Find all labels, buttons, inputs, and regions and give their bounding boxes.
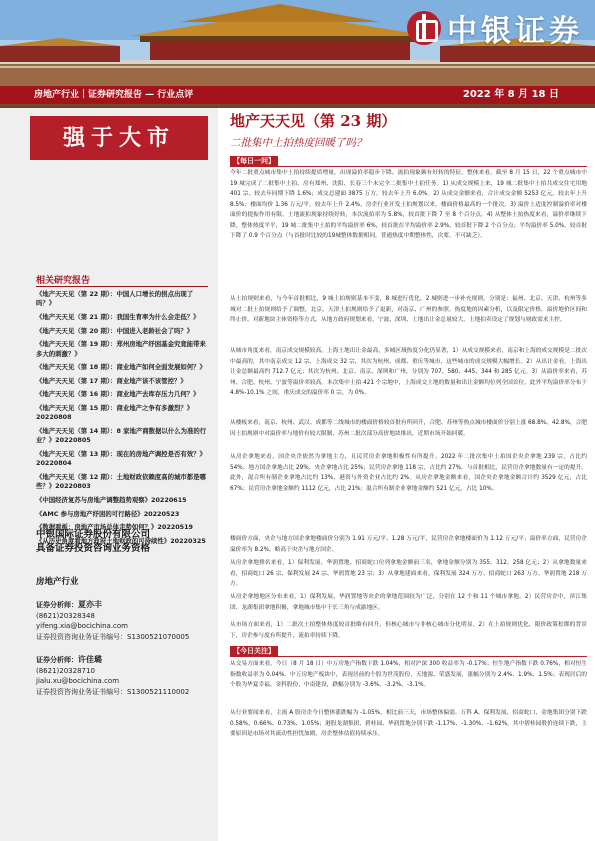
paragraph: 从楼板来看，南京、杭州、武汉、成都等二线城市的楼面价格较首批有所回升，合肥、苏州等热点城市楼面价分别上涨 68.8%、42.8%，合肥因土拍规则中对溢价率与地价有较大限制、苏州二批次部分高价地块推出，近期市场开始回暖。	[230, 420, 587, 437]
analyst-label: 证券分析师：	[36, 656, 78, 664]
related-report-item[interactable]: 《地产天天见（第 22 期）：中国人口增长的拐点出现了吗？》	[36, 290, 194, 308]
related-report-item[interactable]: 《地产天天见（第 15 期）：商业地产之争有多激烈？》20220808	[36, 403, 194, 422]
related-report-item[interactable]: 《地产天天见（第 19 期）：郑州房地产纾困基金究竟能带来多大的刺激？》	[36, 340, 206, 358]
related-report-item[interactable]: 《地产天天见（第 13 期）：现在的房地产调控是否有效？》20220804	[36, 449, 206, 468]
sidebar	[0, 108, 218, 841]
related-report-item[interactable]: 《地产天天见（第 16 期）：商业地产去库存压力几何？》	[36, 390, 200, 399]
analyst-name: 许佳璐	[78, 655, 102, 664]
related-report-item[interactable]: 《AMC 参与房地产纾困的可行路径》20220523	[36, 509, 180, 518]
analyst-cert: S1300521110002	[127, 687, 190, 696]
header-bar	[0, 86, 595, 104]
related-report-item[interactable]: 《数据看板：房地产市场总体走势如何？》20220519	[36, 523, 193, 532]
report-subtitle: 二批集中土拍热度回暖了吗？	[230, 137, 367, 149]
paragraph: 从市场方面来看，1）二批次土拍整体热度较首批略有回升，但核心城市与非核心城市分化明显。2）在土拍规则优化、限价政策松绑的背景下，房企参与度有所提升，流拍率持续下降。	[230, 622, 587, 639]
paragraph: 从房企拿地地区分布来看，1）保利发展、华润置地等央企的拿地范围较为广泛，分别在 12 个和 11 个城市拿地。2）民营房企中，滨江集团、龙湖集团拿地积极，拿地城市集中于长三角与成渝地区。	[230, 594, 587, 611]
section-divider	[230, 166, 587, 167]
related-report-item[interactable]: 《中国经济复苏与房地产调整趋势观察》20220615	[36, 495, 187, 504]
section-divider	[230, 656, 587, 657]
brand	[407, 6, 583, 50]
related-reports-list	[36, 290, 208, 550]
report-date: 2022 年 8 月 18 日	[462, 89, 559, 100]
paragraph: 从房企拿地排名来看，1）保利发展、华润置地、招商蛇口位列拿地金额前三名，拿地金额分别为 355、312、258 亿元；2）从拿地数量来看，招商蛇口 26 宗、保利发展 24 宗、华润置地 23 宗；3）从拿地建面来看，保利发展 324 万方、招商蛇口 263 万方、华润置地 218 万方。	[230, 560, 587, 587]
analyst-card	[36, 600, 208, 642]
analyst-cert-label: 证券投资咨询业务证书编号：	[36, 632, 127, 641]
analyst-card	[36, 655, 208, 697]
analyst-label: 证券分析师：	[36, 601, 78, 609]
related-report-item[interactable]: 《地产天天见（第 14 期）：8 家地产商数据以什么为准的行业？》20220805	[36, 426, 207, 445]
related-report-item[interactable]: 《地产天天见（第 21 期）：我国生育率为什么会走低？》	[36, 313, 200, 321]
analyst-cert: S1300521070005	[127, 632, 190, 641]
analyst-phone: (8621)20328710	[36, 666, 95, 675]
analyst-cert-label: 证券投资咨询业务证书编号：	[36, 687, 127, 696]
paragraph: 从房企拿地来看，国企央企依然为拿地主力，且民营房企拿地积极性有所提升。2022 年二批次集中土拍国企央企拿地 239 宗，占比约 54%；地方国企拿地占比 29%、央企拿地占比 25%；民营房企拿地 118 宗，占比约 27%。与首批相比，民营房企拿地数量有一定的提升。此外，混合所有制企业拿地占比约 13%，港资与外资企业占比约 2%。从房企拿地金额来看，国企央企拿地金额合计约 3529 亿元，占比 67%；民营房企拿地金额约 1112 亿元，占比 21%；混合所有制企业拿地金额约 521 亿元，占比 10%。	[230, 454, 587, 492]
bank-of-china-logo-icon	[407, 11, 441, 45]
brand-name: 中银证券	[447, 14, 583, 49]
paragraph: 从行业要闻来看，主流 A 股房企今日整体涨跌幅为 -1.05%，相比前三天，市场整体偏弱。万科 A、保利发展、招商蛇口、金地集团分别下跌 0.58%、0.66%、0.73%、1.05%；港股龙湖集团、碧桂园、华润置地分别下跌 -1.17%、-1.30%、-1.62%，其中碧桂园股价连续下跌，主要原因是市场对其流动性担忧加剧，房企整体估值持续承压。	[230, 710, 587, 737]
related-report-item[interactable]: 《地产天天见（第 12 期）：土地财政依赖度高的城市都是哪些？》20220803	[36, 472, 206, 491]
related-report-item[interactable]: 《地产天天见（第 17 期）：商业地产该不该管控？》	[36, 376, 187, 385]
paragraph: 从土拍规则来看，与今年首批相比，9 城土拍规则基本不变，8 城进行优化，2 城则进一步补充规则，分别是：福州、北京、天津、杭州等多城对二批土拍规则给予了调整，北京、天津土拍规则给予了更新，对南京、广州的参照。热度地的因素分析，以及限定价格，溢价地价区间和终止价、对新地块主体资格等方式。从地方政府规划来看，宁波、深圳、土地出让金总量较大，土地拍卖设定了规划与财政需求主控。	[230, 296, 587, 323]
related-report-item[interactable]: 《地产天天见（第 20 期）：中国进入老龄社会了吗？》	[36, 326, 194, 335]
company-info	[36, 528, 208, 556]
report-category: 房地产行业｜证券研究报告 — 行业点评	[34, 90, 194, 100]
related-reports-divider	[36, 286, 208, 287]
paragraph: 从城市角度来看，南京成交规模较高。上海土地出让金最高，多城区域热度分化仍显著，1）从成交规模来看，南京和上海的成交规模是二批次中最高的，其中南京成交 12 宗、上海成交 32 宗，其次为杭州、成都、重庆等城市，这些城市的成交规模大幅增长。2）从出让金看，上海出让金总额最高约 712.7 亿元；其次为杭州、北京、南京、深圳和广州，分别为 707、580、445、344 和 285 亿元。3）从溢价率来看，苏州、合肥、杭州、宁波等溢价率较高。本次集中土拍 421 个宗地中，上海成交土地的数量和出让金额均位列全国首位，此外平均溢价率分布于 4.8%-10.1% 之间，重庆成交的溢价率 0 宗，为 0%。	[230, 348, 587, 396]
industry-label: 房地产行业	[36, 577, 79, 587]
related-reports-title: 相关研究报告	[36, 276, 91, 286]
paragraph: 从交易方面来看，今日（8 月 18 日）中万房地产指数下跌 1.04%，相对沪深 300 收益率为 -0.17%；恒生地产指数下跌 0.76%，相对恒生指数收益率为 0.04%。中万房地产板块中，表现居前的个股为世茂股份、天地源、荣盛发展，涨幅分别为 2.4%、1.9%、1.5%；表现居后的个股为华夏幸福、金科股份、中南建设，跌幅分别为 -3.6%、-3.2%、-3.1%。	[230, 661, 587, 688]
analyst-name: 夏亦丰	[78, 600, 102, 609]
analyst-phone: (8621)20328348	[36, 611, 95, 620]
company-qualification: 具备证券投资咨询业务资格	[36, 543, 151, 554]
paragraph: 今年二批重点城市集中土拍持续提质增量，出现溢价率稳步下降、流拍现象频有好转的特征。整体来看，截至 8 月 15 日，22 个重点城市中 19 城完成了二批集中土拍，房有郑州、沈阳、长春三个未完全二批集中土拍任务。1) 从成交规模上来，19 城二批集中土拍共成交住宅用地 401 宗，较去年同期下降 1.6%；成交总建面 3875 万方，较去年上升 6.0%。2) 从成交金额来看，合计成交金额 5253 亿元，较去年上升 8.5%；楼面均价 1.36 万元/平，较去年上升 2.4%，房企行业开发土拍规划以来，楼面价格最高的一个批次。3) 溢价上适度控制溢价率对楼面价的提振作用有限，土地流拍现象持续好转，本次流拍率为 5.8%，较首批下降 7 至 8 个百分点。4) 从整体土拍热度来看，溢价率继续下降，整体热度平平，19 城二批集中土拍的平均溢价率 6%，较首批在平均溢价率 2.9%，较首批下降 2 个百分点；平均溢价率 5.0%，较首批下降了 0.9 个百分点（与首批时比较的19城整体数据相同，普通热度中期整体性，次要，不可缺乏）。	[230, 170, 587, 239]
paragraph: 楼面价方面，央企与地方国企拿地楼面价分别为 1.91 万元/平、1.28 万元/平，民营房企拿地楼面价为 1.12 万元/平；溢价率方面，民营房企溢价率为 8.2%，略高于央企与地方国企。	[230, 536, 587, 553]
section-header-today-focus: 【今日关注】	[230, 646, 278, 657]
related-report-item[interactable]: 《地产天天见（第 18 期）：商业地产如何全面发展如何？》	[36, 363, 206, 372]
section-header-daily-question: 【每日一问】	[230, 156, 278, 167]
related-report-item[interactable]: 《从历史角度看地方政府土地财政的可持续性》20220325	[36, 536, 206, 545]
analyst-email[interactable]: yifeng.xia@bocichina.com	[36, 622, 128, 631]
company-name: 中银国际证券股份有限公司	[36, 529, 151, 540]
rating-badge: 强于大市	[30, 116, 208, 160]
analyst-email[interactable]: jialu.xu@bocichina.com	[36, 677, 120, 686]
report-title: 地产天天见（第 23 期）	[230, 112, 397, 130]
